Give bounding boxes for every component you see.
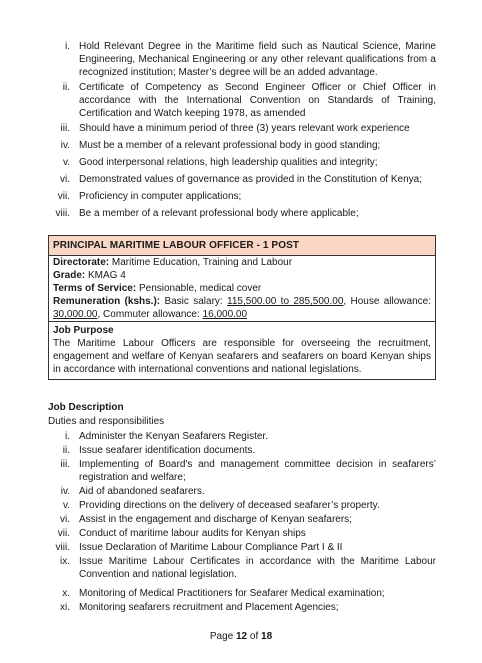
duties-list bbox=[48, 430, 436, 615]
list-text: Issue seafarer identification documents. bbox=[79, 445, 256, 456]
list-text: Providing directions on the delivery of deceased seafarer’s property. bbox=[79, 500, 380, 511]
list-number: xi. bbox=[60, 602, 70, 613]
list-item bbox=[48, 430, 436, 443]
list-text: Proficiency in computer applications; bbox=[79, 191, 242, 202]
house-allowance-label: , House allowance: bbox=[343, 296, 431, 307]
remuneration-label: Remuneration (kshs.): bbox=[53, 296, 161, 307]
list-item bbox=[48, 555, 436, 581]
directorate-label: Directorate: bbox=[53, 257, 110, 268]
list-text: Be a member of a relevant professional body where applicable; bbox=[79, 208, 359, 219]
list-text: Conduct of maritime labour audits for Kenyan ships bbox=[79, 528, 306, 539]
list-text: Administer the Kenyan Seafarers Register. bbox=[79, 431, 268, 442]
list-number: iii. bbox=[60, 123, 70, 134]
list-text: Good interpersonal relations, high leadership qualities and integrity; bbox=[79, 157, 378, 168]
list-number: iv. bbox=[60, 486, 70, 497]
list-number: vii. bbox=[57, 528, 70, 539]
list-text: Implementing of Board’s and management committee decision in seafarers’ registration and welfare; bbox=[79, 459, 436, 483]
list-text: Issue Declaration of Maritime Labour Compliance Part I & II bbox=[79, 542, 343, 553]
terms-row bbox=[49, 282, 435, 295]
list-text: Must be a member of a relevant professional body in good standing; bbox=[79, 140, 381, 151]
list-number: v. bbox=[62, 157, 70, 168]
list-item bbox=[48, 587, 436, 600]
list-item bbox=[48, 207, 436, 220]
grade-row bbox=[49, 269, 435, 282]
list-number: x. bbox=[62, 588, 70, 599]
list-number: vii. bbox=[57, 191, 70, 202]
list-item bbox=[48, 458, 436, 484]
list-number: vi. bbox=[60, 514, 70, 525]
directorate-row bbox=[49, 256, 435, 269]
list-text: Hold Relevant Degree in the Maritime field such as Nautical Science, Marine Engineering, Mechanical Engineering or any other relevant qualifications from a recognized institution; Master’s degree will be an added advantage. bbox=[79, 41, 436, 78]
list-text: Issue Maritime Labour Certificates in accordance with the Maritime Labour Convention and national legislation. bbox=[79, 556, 436, 580]
list-item bbox=[48, 139, 436, 152]
list-number: i. bbox=[65, 431, 70, 442]
list-item bbox=[48, 444, 436, 457]
basic-salary-label: Basic salary: bbox=[160, 296, 228, 307]
of-label: of bbox=[247, 631, 262, 642]
grade-value: KMAG 4 bbox=[85, 270, 126, 281]
list-number: viii. bbox=[55, 542, 70, 553]
list-item bbox=[48, 173, 436, 186]
list-item bbox=[48, 601, 436, 614]
list-text: Monitoring seafarers recruitment and Placement Agencies; bbox=[79, 602, 339, 613]
directorate-value: Maritime Education, Training and Labour bbox=[109, 257, 293, 268]
job-description-heading: Job Description bbox=[48, 402, 124, 413]
list-number: viii. bbox=[55, 208, 70, 219]
list-number: ix. bbox=[60, 556, 70, 567]
duties-subheading: Duties and responsibilities bbox=[48, 416, 165, 427]
job-purpose-heading: Job Purpose bbox=[53, 325, 114, 336]
remuneration-row bbox=[49, 295, 435, 322]
list-number: ii. bbox=[62, 445, 70, 456]
list-number: iv. bbox=[60, 140, 70, 151]
list-text: Should have a minimum period of three (3) years relevant work experience bbox=[79, 123, 410, 134]
list-number: vi. bbox=[60, 174, 70, 185]
list-text: Demonstrated values of governance as provided in the Constitution of Kenya; bbox=[79, 174, 422, 185]
list-item bbox=[48, 190, 436, 203]
page-number: 12 bbox=[235, 631, 248, 642]
terms-value: Pensionable, medical cover bbox=[136, 283, 262, 294]
list-number: iii. bbox=[60, 459, 70, 470]
list-item bbox=[48, 527, 436, 540]
page-footer bbox=[0, 631, 482, 643]
list-text: Aid of abandoned seafarers. bbox=[79, 486, 205, 497]
list-item bbox=[48, 485, 436, 498]
job-purpose-text: The Maritime Labour Officers are responsible for overseeing the recruitment, engagement and welfare of Kenyan seafarers and seafarers on board Kenyan ships in accordance with international conventions and national legislations. bbox=[53, 338, 431, 375]
list-number: ii. bbox=[62, 82, 70, 93]
list-item bbox=[48, 40, 436, 79]
terms-label: Terms of Service: bbox=[53, 283, 137, 294]
page-label: Page bbox=[209, 631, 236, 642]
list-text: Certificate of Competency as Second Engineer Officer or Chief Officer in accordance with the International Convention on Standards of Training, Certification and Watch keeping 1978, as amended bbox=[79, 82, 436, 119]
basic-salary-value: 115,500.00 to 285,500.00 bbox=[227, 296, 344, 307]
list-number: v. bbox=[62, 500, 70, 511]
list-number: i. bbox=[65, 41, 70, 52]
list-item bbox=[48, 541, 436, 554]
list-item bbox=[48, 513, 436, 526]
job-purpose bbox=[49, 322, 435, 379]
post-details-box bbox=[48, 235, 436, 380]
post-title: PRINCIPAL MARITIME LABOUR OFFICER - 1 POST bbox=[49, 236, 435, 256]
list-item bbox=[48, 81, 436, 120]
commuter-allowance-value: 16,000.00 bbox=[202, 309, 248, 320]
page-total: 18 bbox=[261, 631, 273, 642]
list-item bbox=[48, 122, 436, 135]
grade-label: Grade: bbox=[53, 270, 86, 281]
list-text: Assist in the engagement and discharge of Kenyan seafarers; bbox=[79, 514, 352, 525]
requirements-list bbox=[48, 40, 436, 224]
house-allowance-value: 30,000.00 bbox=[53, 309, 98, 320]
list-item bbox=[48, 156, 436, 169]
commuter-allowance-label: , Commuter allowance: bbox=[97, 309, 203, 320]
list-text: Monitoring of Medical Practitioners for Seafarer Medical examination; bbox=[79, 588, 385, 599]
list-item bbox=[48, 499, 436, 512]
